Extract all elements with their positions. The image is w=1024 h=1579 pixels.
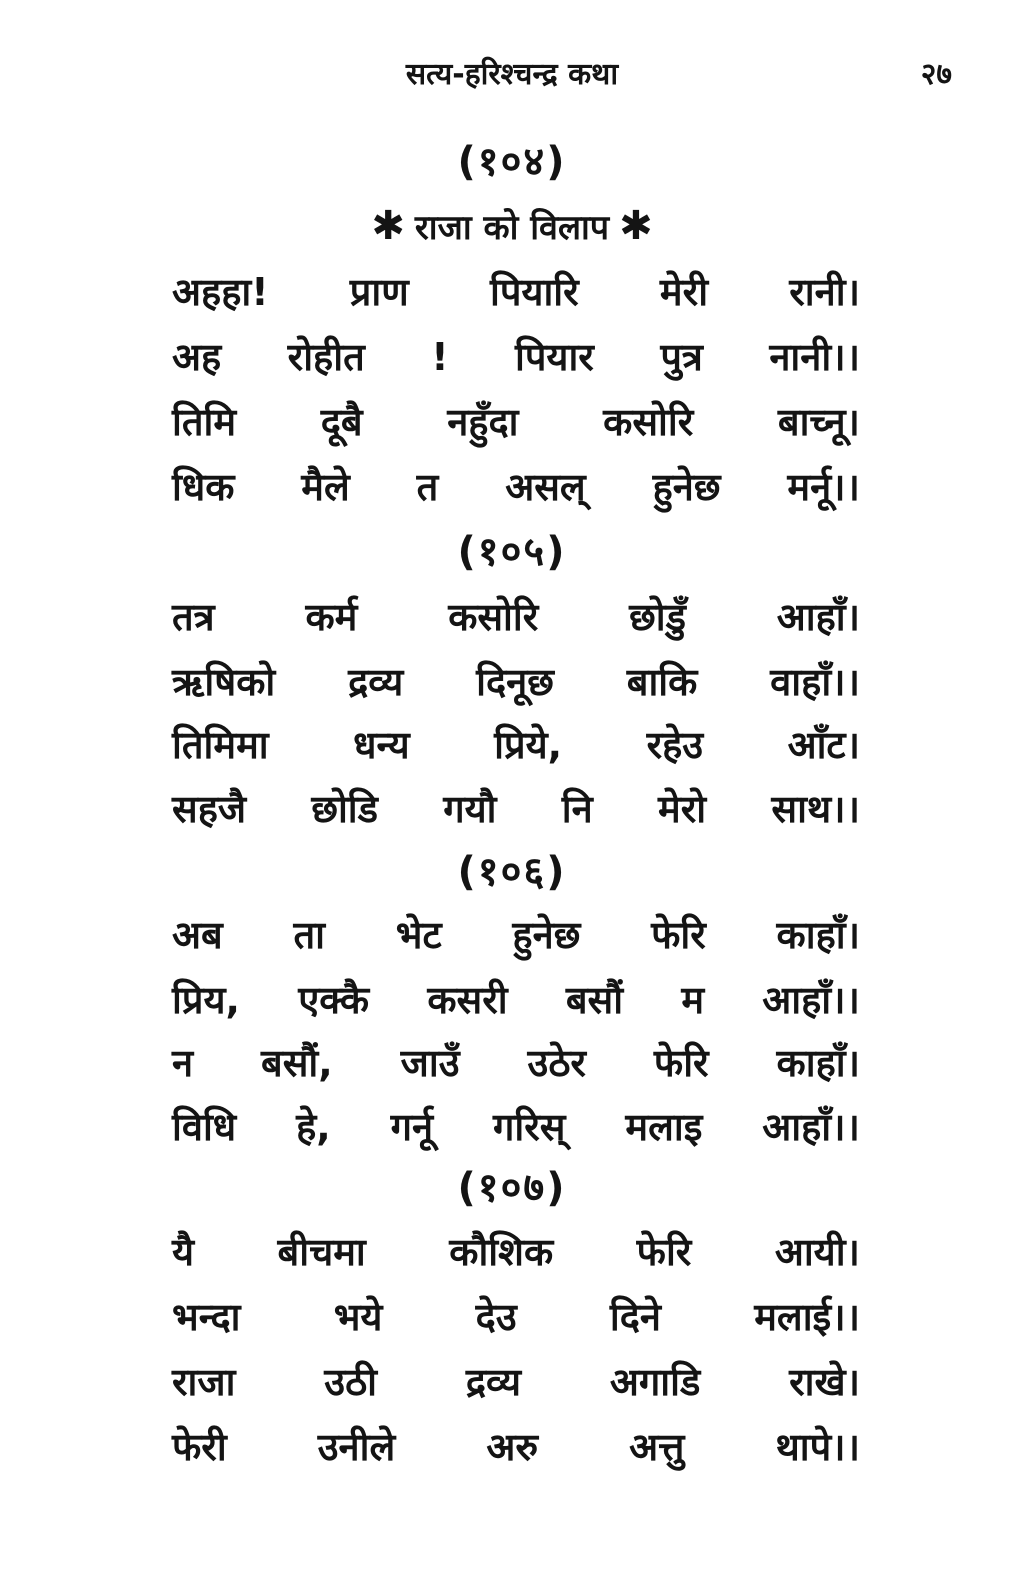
verse-word: धिक <box>172 465 235 509</box>
verse-word: वाहाँ।। <box>770 660 860 704</box>
verse-word: असल् <box>505 465 586 509</box>
verse-number-104: (१०४) <box>457 139 567 185</box>
verse-word: द्रव्य <box>465 1360 522 1404</box>
verse-word: पुत्र <box>660 335 703 379</box>
verse-word: भये <box>333 1295 383 1339</box>
verse-word: बसौं <box>565 978 624 1022</box>
verse-word: छोडि <box>311 787 378 831</box>
verse-line <box>172 908 860 960</box>
verse-word: तिमि <box>172 400 237 444</box>
verse-word: कौशिक <box>449 1230 554 1274</box>
verse-word: दिने <box>609 1295 661 1339</box>
verse-word: आयी। <box>774 1230 860 1274</box>
verse-word: पियार <box>515 335 594 379</box>
page-number: २७ <box>920 57 952 92</box>
verse-word: प्रिय, <box>172 978 240 1022</box>
verse-word: फेरि <box>651 913 706 957</box>
verse-word: ऋषिको <box>172 660 276 704</box>
verse-word: नानी।। <box>769 335 860 379</box>
verse-line <box>172 718 860 770</box>
verse-word: काहाँ। <box>776 913 860 957</box>
verse-word: कसरी <box>427 978 508 1022</box>
verse-line <box>172 1036 860 1088</box>
verse-word: कसोरि <box>448 595 539 639</box>
verse-word: देउ <box>475 1295 517 1339</box>
verse-line <box>172 330 860 382</box>
verse-word: तत्र <box>172 595 215 639</box>
verse-word: दिनूछ <box>476 660 554 704</box>
verse-word: थापे।। <box>775 1425 860 1469</box>
verse-word: बीचमा <box>277 1230 366 1274</box>
verse-word: हे, <box>296 1105 331 1149</box>
verse-word: उनीले <box>317 1425 396 1469</box>
verse-word: प्रिये, <box>494 723 563 767</box>
verse-word: आहाँ।। <box>762 978 860 1022</box>
verse-word: मैले <box>301 465 350 509</box>
verse-word: राजा <box>172 1360 236 1404</box>
verse-word: फेरी <box>172 1425 227 1469</box>
verse-line <box>172 1355 860 1407</box>
section-heading <box>0 203 1024 249</box>
verse-word: जाउँ <box>400 1041 460 1085</box>
verse-word: नहुँदा <box>447 400 519 444</box>
verse-word: रहेउ <box>646 723 704 767</box>
verse-word: आहाँ। <box>776 595 860 639</box>
verse-word: काहाँ। <box>776 1041 860 1085</box>
verse-word: पियारि <box>489 270 579 314</box>
verse-word: सहजै <box>172 787 247 831</box>
verse-line <box>172 973 860 1025</box>
verse-word: म <box>681 978 705 1022</box>
verse-line <box>172 782 860 834</box>
verse-word: आहाँ।। <box>762 1105 860 1149</box>
verse-word: विधि <box>172 1105 237 1149</box>
verse-line <box>172 395 860 447</box>
verse-word: गर्नू <box>390 1105 434 1149</box>
verse-word: गरिस् <box>493 1105 566 1149</box>
verse-word: मलाइ <box>625 1105 703 1149</box>
section-heading-text: राजा को विलाप <box>414 208 610 248</box>
verse-number-105: (१०५) <box>457 529 567 575</box>
verse-word: अगाडि <box>609 1360 701 1404</box>
verse-line <box>172 265 860 317</box>
verse-word: दूबै <box>320 400 363 444</box>
verse-word: अरु <box>486 1425 539 1469</box>
verse-word: कसोरि <box>603 400 694 444</box>
verse-word: द्रव्य <box>348 660 404 704</box>
verse-word: भन्दा <box>172 1295 241 1339</box>
verse-word: एक्कै <box>298 978 370 1022</box>
verse-word: मलाई।। <box>754 1295 860 1339</box>
verse-word: त <box>416 465 439 509</box>
asterisk-star-icon: ✱ <box>371 203 405 249</box>
verse-word: फेरि <box>636 1230 692 1274</box>
verse-line <box>172 590 860 642</box>
verse-word: अब <box>172 913 223 957</box>
verse-line <box>172 460 860 512</box>
verse-word: ! <box>431 335 449 379</box>
verse-word: अहहा! <box>172 270 269 314</box>
verse-word: कर्म <box>305 595 358 639</box>
verse-number-106: (१०६) <box>457 849 567 895</box>
verse-word: हुनेछ <box>652 465 721 509</box>
verse-word: रानी। <box>789 270 860 314</box>
verse-number-107: (१०७) <box>457 1165 567 1211</box>
verse-word: अत्तु <box>629 1425 685 1469</box>
verse-word: मर्नू।। <box>787 465 860 509</box>
verse-word: नि <box>561 787 593 831</box>
running-title: सत्य-हरिश्चन्द्र कथा <box>405 57 619 92</box>
verse-word: हुनेछ <box>512 913 581 957</box>
verse-word: साथ।। <box>771 787 860 831</box>
asterisk-star-icon: ✱ <box>619 203 653 249</box>
verse-word: तिमिमा <box>172 723 269 767</box>
verse-line <box>172 1290 860 1342</box>
verse-word: ता <box>293 913 326 957</box>
verse-word: राखे। <box>789 1360 860 1404</box>
verse-word: धन्य <box>353 723 410 767</box>
verse-word: छोडुँ <box>629 595 686 639</box>
verse-word: अह <box>172 335 222 379</box>
verse-word: बाकि <box>626 660 698 704</box>
verse-word: गयौ <box>443 787 497 831</box>
verse-word: न <box>172 1041 194 1085</box>
verse-line <box>172 1420 860 1472</box>
verse-word: मेरो <box>658 787 707 831</box>
verse-word: बसौं, <box>261 1041 333 1085</box>
verse-word: भेट <box>395 913 442 957</box>
verse-word: मेरी <box>659 270 709 314</box>
verse-word: यै <box>172 1230 195 1274</box>
verse-word: फेरि <box>653 1041 709 1085</box>
verse-word: उठी <box>324 1360 377 1404</box>
verse-word: रोहीत <box>287 335 365 379</box>
verse-line <box>172 1100 860 1152</box>
verse-word: आँट। <box>787 723 860 767</box>
verse-line <box>172 1225 860 1277</box>
verse-word: उठेर <box>527 1041 586 1085</box>
verse-word: बाच्नू। <box>777 400 860 444</box>
verse-word: प्राण <box>349 270 409 314</box>
verse-line <box>172 655 860 707</box>
page-header <box>0 46 1024 96</box>
